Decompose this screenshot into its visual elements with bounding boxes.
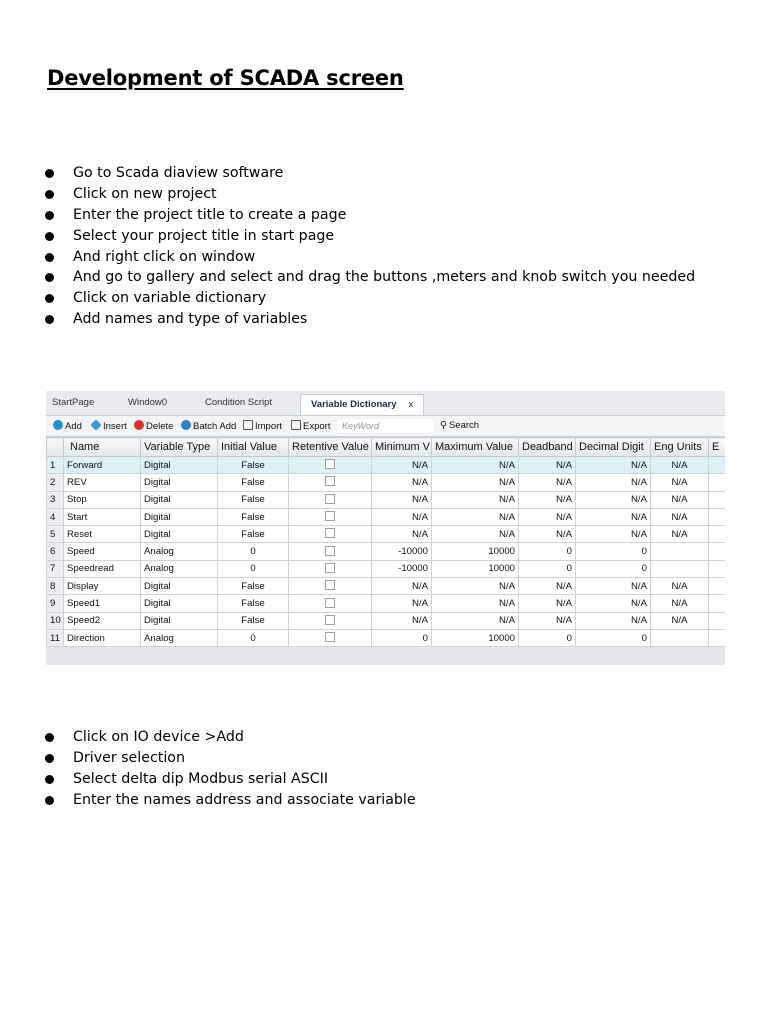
table-cell-type: Digital — [141, 595, 218, 612]
table-cell-type: Digital — [141, 457, 218, 474]
batch-add-icon — [181, 420, 191, 430]
table-body — [47, 457, 726, 647]
table-cell — [709, 526, 726, 543]
retentive-checkbox[interactable] — [325, 511, 335, 521]
table-cell-max: N/A — [432, 612, 519, 629]
steps-list-2 — [45, 727, 416, 811]
retentive-checkbox[interactable] — [325, 632, 335, 642]
column-header[interactable]: Name — [64, 438, 141, 457]
table-cell-type: Digital — [141, 612, 218, 629]
table-header-row — [47, 438, 726, 457]
table-cell-type: Analog — [141, 543, 218, 560]
table-cell — [709, 457, 726, 474]
search-label: Search — [448, 420, 480, 431]
search-icon: ⚲ — [440, 420, 447, 431]
insert-icon — [90, 419, 101, 430]
retentive-checkbox[interactable] — [325, 546, 335, 556]
table-cell-init: False — [218, 526, 289, 543]
table-cell-type: Digital — [141, 508, 218, 525]
steps-list-1 — [45, 163, 695, 330]
table-cell-n: 9 — [47, 595, 64, 612]
table-cell-name: REV — [64, 474, 141, 491]
table-cell-dec: 0 — [576, 629, 651, 646]
table-cell-min: 0 — [372, 629, 432, 646]
retentive-checkbox-cell — [289, 595, 372, 612]
table-cell-type: Digital — [141, 526, 218, 543]
step-text: Select your project title in start page — [73, 227, 335, 244]
table-cell-eng: N/A — [651, 457, 709, 474]
column-header[interactable]: Retentive Value — [289, 438, 372, 457]
table-row[interactable] — [47, 457, 726, 474]
bullet-icon — [45, 232, 54, 241]
table-cell-init: False — [218, 457, 289, 474]
table-cell-max: 10000 — [432, 629, 519, 646]
table-cell — [709, 508, 726, 525]
tab-condition-script[interactable]: Condition Script — [205, 397, 273, 408]
table-cell-init: False — [218, 595, 289, 612]
table-row[interactable] — [47, 543, 726, 560]
table-cell-dead: N/A — [519, 508, 576, 525]
tab-bar — [46, 391, 725, 416]
retentive-checkbox[interactable] — [325, 528, 335, 538]
table-cell-name: Direction — [64, 629, 141, 646]
table-cell-dec: N/A — [576, 457, 651, 474]
import-button[interactable] — [243, 420, 282, 432]
close-tab-icon[interactable]: x — [408, 399, 414, 410]
table-cell-max: N/A — [432, 457, 519, 474]
table-cell-min: N/A — [372, 457, 432, 474]
retentive-checkbox-cell — [289, 578, 372, 595]
table-row[interactable] — [47, 595, 726, 612]
step-item — [45, 309, 695, 330]
batch-add-label: Batch Add — [193, 421, 237, 432]
column-header[interactable]: Minimum V — [372, 438, 432, 457]
step-item — [45, 184, 695, 205]
delete-label: Delete — [146, 421, 174, 432]
table-cell-init: False — [218, 612, 289, 629]
retentive-checkbox-cell — [289, 612, 372, 629]
table-cell-n: 2 — [47, 474, 64, 491]
retentive-checkbox-cell — [289, 560, 372, 577]
column-header[interactable]: Variable Type — [141, 438, 218, 457]
insert-button[interactable] — [91, 420, 127, 432]
batch-add-button[interactable] — [181, 420, 236, 432]
table-cell-eng: N/A — [651, 491, 709, 508]
column-header[interactable]: Maximum Value — [432, 438, 519, 457]
table-cell-n: 5 — [47, 526, 64, 543]
table-cell-eng — [651, 560, 709, 577]
table-cell-init: 0 — [218, 560, 289, 577]
retentive-checkbox-cell — [289, 543, 372, 560]
table-cell-name: Speed2 — [64, 612, 141, 629]
export-label: Export — [303, 421, 331, 432]
bullet-icon — [45, 273, 54, 282]
table-cell-dead: N/A — [519, 595, 576, 612]
table-cell-init: 0 — [218, 629, 289, 646]
variable-table — [46, 437, 725, 647]
retentive-checkbox-cell — [289, 491, 372, 508]
table-cell-min: N/A — [372, 474, 432, 491]
step-text: Add names and type of variables — [73, 311, 308, 328]
retentive-checkbox-cell — [289, 474, 372, 491]
table-cell-init: False — [218, 491, 289, 508]
table-cell-dead: N/A — [519, 474, 576, 491]
table-cell-dead: N/A — [519, 491, 576, 508]
export-button[interactable] — [291, 420, 330, 432]
step-text: Click on variable dictionary — [73, 290, 267, 307]
table-cell-name: Speed — [64, 543, 141, 560]
table-cell-eng: N/A — [651, 578, 709, 595]
table-cell-dead: 0 — [519, 543, 576, 560]
table-cell-name: Speed1 — [64, 595, 141, 612]
column-header-index[interactable] — [47, 438, 64, 457]
table-cell — [709, 629, 726, 646]
table-cell-min: -10000 — [372, 560, 432, 577]
export-icon — [291, 420, 301, 430]
variable-dictionary-screenshot — [46, 391, 725, 665]
table-cell-min: N/A — [372, 595, 432, 612]
table-cell-name: Speedread — [64, 560, 141, 577]
import-icon — [243, 420, 253, 430]
step-item — [45, 226, 695, 247]
tab-startpage[interactable]: StartPage — [52, 397, 95, 408]
keyword-input[interactable]: KeyWord — [338, 419, 434, 433]
retentive-checkbox[interactable] — [325, 476, 335, 486]
table-cell-dec: N/A — [576, 612, 651, 629]
step-item — [45, 288, 695, 309]
table-cell — [709, 543, 726, 560]
table-cell-init: False — [218, 474, 289, 491]
add-label: Add — [65, 421, 82, 432]
bullet-icon — [45, 190, 54, 199]
table-cell-name: Display — [64, 578, 141, 595]
import-label: Import — [255, 421, 282, 432]
step-item — [45, 205, 695, 226]
table-cell-n: 8 — [47, 578, 64, 595]
retentive-checkbox-cell — [289, 526, 372, 543]
plus-icon — [53, 420, 63, 430]
delete-button[interactable] — [134, 420, 173, 432]
table-row[interactable] — [47, 526, 726, 543]
step-item — [45, 247, 695, 268]
bullet-icon — [45, 211, 54, 220]
bullet-icon — [45, 775, 54, 784]
bullet-icon — [45, 169, 54, 178]
retentive-checkbox[interactable] — [325, 494, 335, 504]
table-cell — [709, 560, 726, 577]
step-text: Driver selection — [73, 749, 185, 766]
column-header[interactable]: Initial Value — [218, 438, 289, 457]
table-cell-dead: N/A — [519, 457, 576, 474]
table-cell-eng — [651, 543, 709, 560]
table-cell-dead: 0 — [519, 629, 576, 646]
retentive-checkbox[interactable] — [325, 580, 335, 590]
step-text: And right click on window — [73, 248, 256, 265]
column-header[interactable]: Deadband — [519, 438, 576, 457]
retentive-checkbox[interactable] — [325, 615, 335, 625]
step-text: Click on IO device >Add — [73, 729, 244, 745]
column-header[interactable]: Eng Units — [651, 438, 709, 457]
retentive-checkbox-cell — [289, 629, 372, 646]
retentive-checkbox[interactable] — [325, 459, 335, 469]
table-cell-max: N/A — [432, 474, 519, 491]
bullet-icon — [45, 315, 54, 324]
retentive-checkbox-cell — [289, 457, 372, 474]
table-cell-dead: 0 — [519, 560, 576, 577]
table-cell-dec: N/A — [576, 474, 651, 491]
table-cell — [709, 474, 726, 491]
table-cell-eng: N/A — [651, 595, 709, 612]
column-header[interactable]: Decimal Digit — [576, 438, 651, 457]
table-row[interactable] — [47, 508, 726, 525]
table-cell-dead: N/A — [519, 612, 576, 629]
table-cell-n: 6 — [47, 543, 64, 560]
table-cell-min: N/A — [372, 526, 432, 543]
table-cell-n: 11 — [47, 629, 64, 646]
table-cell-n: 3 — [47, 491, 64, 508]
retentive-checkbox-cell — [289, 508, 372, 525]
table-cell-min: N/A — [372, 612, 432, 629]
table-cell-type: Digital — [141, 578, 218, 595]
table-cell-dec: N/A — [576, 595, 651, 612]
table-cell-n: 4 — [47, 508, 64, 525]
table-cell-max: N/A — [432, 526, 519, 543]
table-cell — [709, 578, 726, 595]
table-cell-max: 10000 — [432, 560, 519, 577]
step-text: Enter the names address and associate variable — [73, 791, 416, 808]
table-cell-eng — [651, 629, 709, 646]
step-text: And go to gallery and select and drag the buttons ,meters and knob switch you needed — [73, 269, 696, 286]
table-cell-dead: N/A — [519, 578, 576, 595]
table-cell-max: N/A — [432, 508, 519, 525]
table-row[interactable] — [47, 491, 726, 508]
table-cell-max: 10000 — [432, 543, 519, 560]
table-row[interactable] — [47, 612, 726, 629]
column-header[interactable]: E — [709, 438, 726, 457]
table-cell-n: 10 — [47, 612, 64, 629]
step-item — [45, 727, 416, 748]
table-row[interactable] — [47, 629, 726, 646]
table-cell-eng: N/A — [651, 526, 709, 543]
bullet-icon — [45, 253, 54, 262]
table-row[interactable] — [47, 560, 726, 577]
table-cell-init: 0 — [218, 543, 289, 560]
table-cell-min: N/A — [372, 578, 432, 595]
insert-label: Insert — [103, 421, 127, 432]
table-cell-eng: N/A — [651, 612, 709, 629]
table-cell-name: Start — [64, 508, 141, 525]
table-cell-name: Reset — [64, 526, 141, 543]
step-item — [45, 790, 416, 811]
table-cell-n: 1 — [47, 457, 64, 474]
table-cell — [709, 595, 726, 612]
tab-window0[interactable]: Window0 — [128, 397, 168, 408]
table-cell-init: False — [218, 578, 289, 595]
search-button[interactable] — [440, 420, 479, 431]
bullet-icon — [45, 294, 54, 303]
table-cell-dec: N/A — [576, 526, 651, 543]
table-row[interactable] — [47, 474, 726, 491]
table-cell — [709, 612, 726, 629]
step-item — [45, 267, 695, 288]
tab-variable-dictionary-label: Variable Dictionary — [311, 399, 397, 410]
table-cell-type: Analog — [141, 560, 218, 577]
table-cell-max: N/A — [432, 578, 519, 595]
table-cell-min: -10000 — [372, 543, 432, 560]
step-text: Enter the project title to create a page — [73, 206, 347, 223]
delete-icon — [134, 420, 144, 430]
table-cell-type: Digital — [141, 474, 218, 491]
step-item — [45, 748, 416, 769]
table-cell — [709, 491, 726, 508]
table-row[interactable] — [47, 578, 726, 595]
table-cell-max: N/A — [432, 491, 519, 508]
table-cell-eng: N/A — [651, 508, 709, 525]
page-title: Development of SCADA screen — [47, 66, 404, 90]
table-cell-type: Analog — [141, 629, 218, 646]
step-item — [45, 163, 695, 184]
retentive-checkbox[interactable] — [325, 598, 335, 608]
table-cell-dead: N/A — [519, 526, 576, 543]
table-cell-dec: N/A — [576, 508, 651, 525]
tab-variable-dictionary[interactable] — [300, 394, 424, 415]
table-cell-dec: 0 — [576, 560, 651, 577]
bullet-icon — [45, 733, 54, 742]
toolbar — [46, 416, 725, 437]
retentive-checkbox[interactable] — [325, 563, 335, 573]
bullet-icon — [45, 754, 54, 763]
add-button[interactable] — [53, 420, 82, 432]
table-cell-dec: N/A — [576, 491, 651, 508]
step-text: Select delta dip Modbus serial ASCII — [73, 770, 329, 787]
table-cell-name: Stop — [64, 491, 141, 508]
table-cell-name: Forward — [64, 457, 141, 474]
table-cell-min: N/A — [372, 508, 432, 525]
bullet-icon — [45, 796, 54, 805]
table-cell-eng: N/A — [651, 474, 709, 491]
table-cell-type: Digital — [141, 491, 218, 508]
table-cell-dec: 0 — [576, 543, 651, 560]
step-text: Click on new project — [73, 185, 217, 202]
table-cell-dec: N/A — [576, 578, 651, 595]
table-cell-min: N/A — [372, 491, 432, 508]
step-item — [45, 769, 416, 790]
step-text: Go to Scada diaview software — [73, 165, 284, 181]
table-cell-init: False — [218, 508, 289, 525]
table-cell-n: 7 — [47, 560, 64, 577]
table-cell-max: N/A — [432, 595, 519, 612]
